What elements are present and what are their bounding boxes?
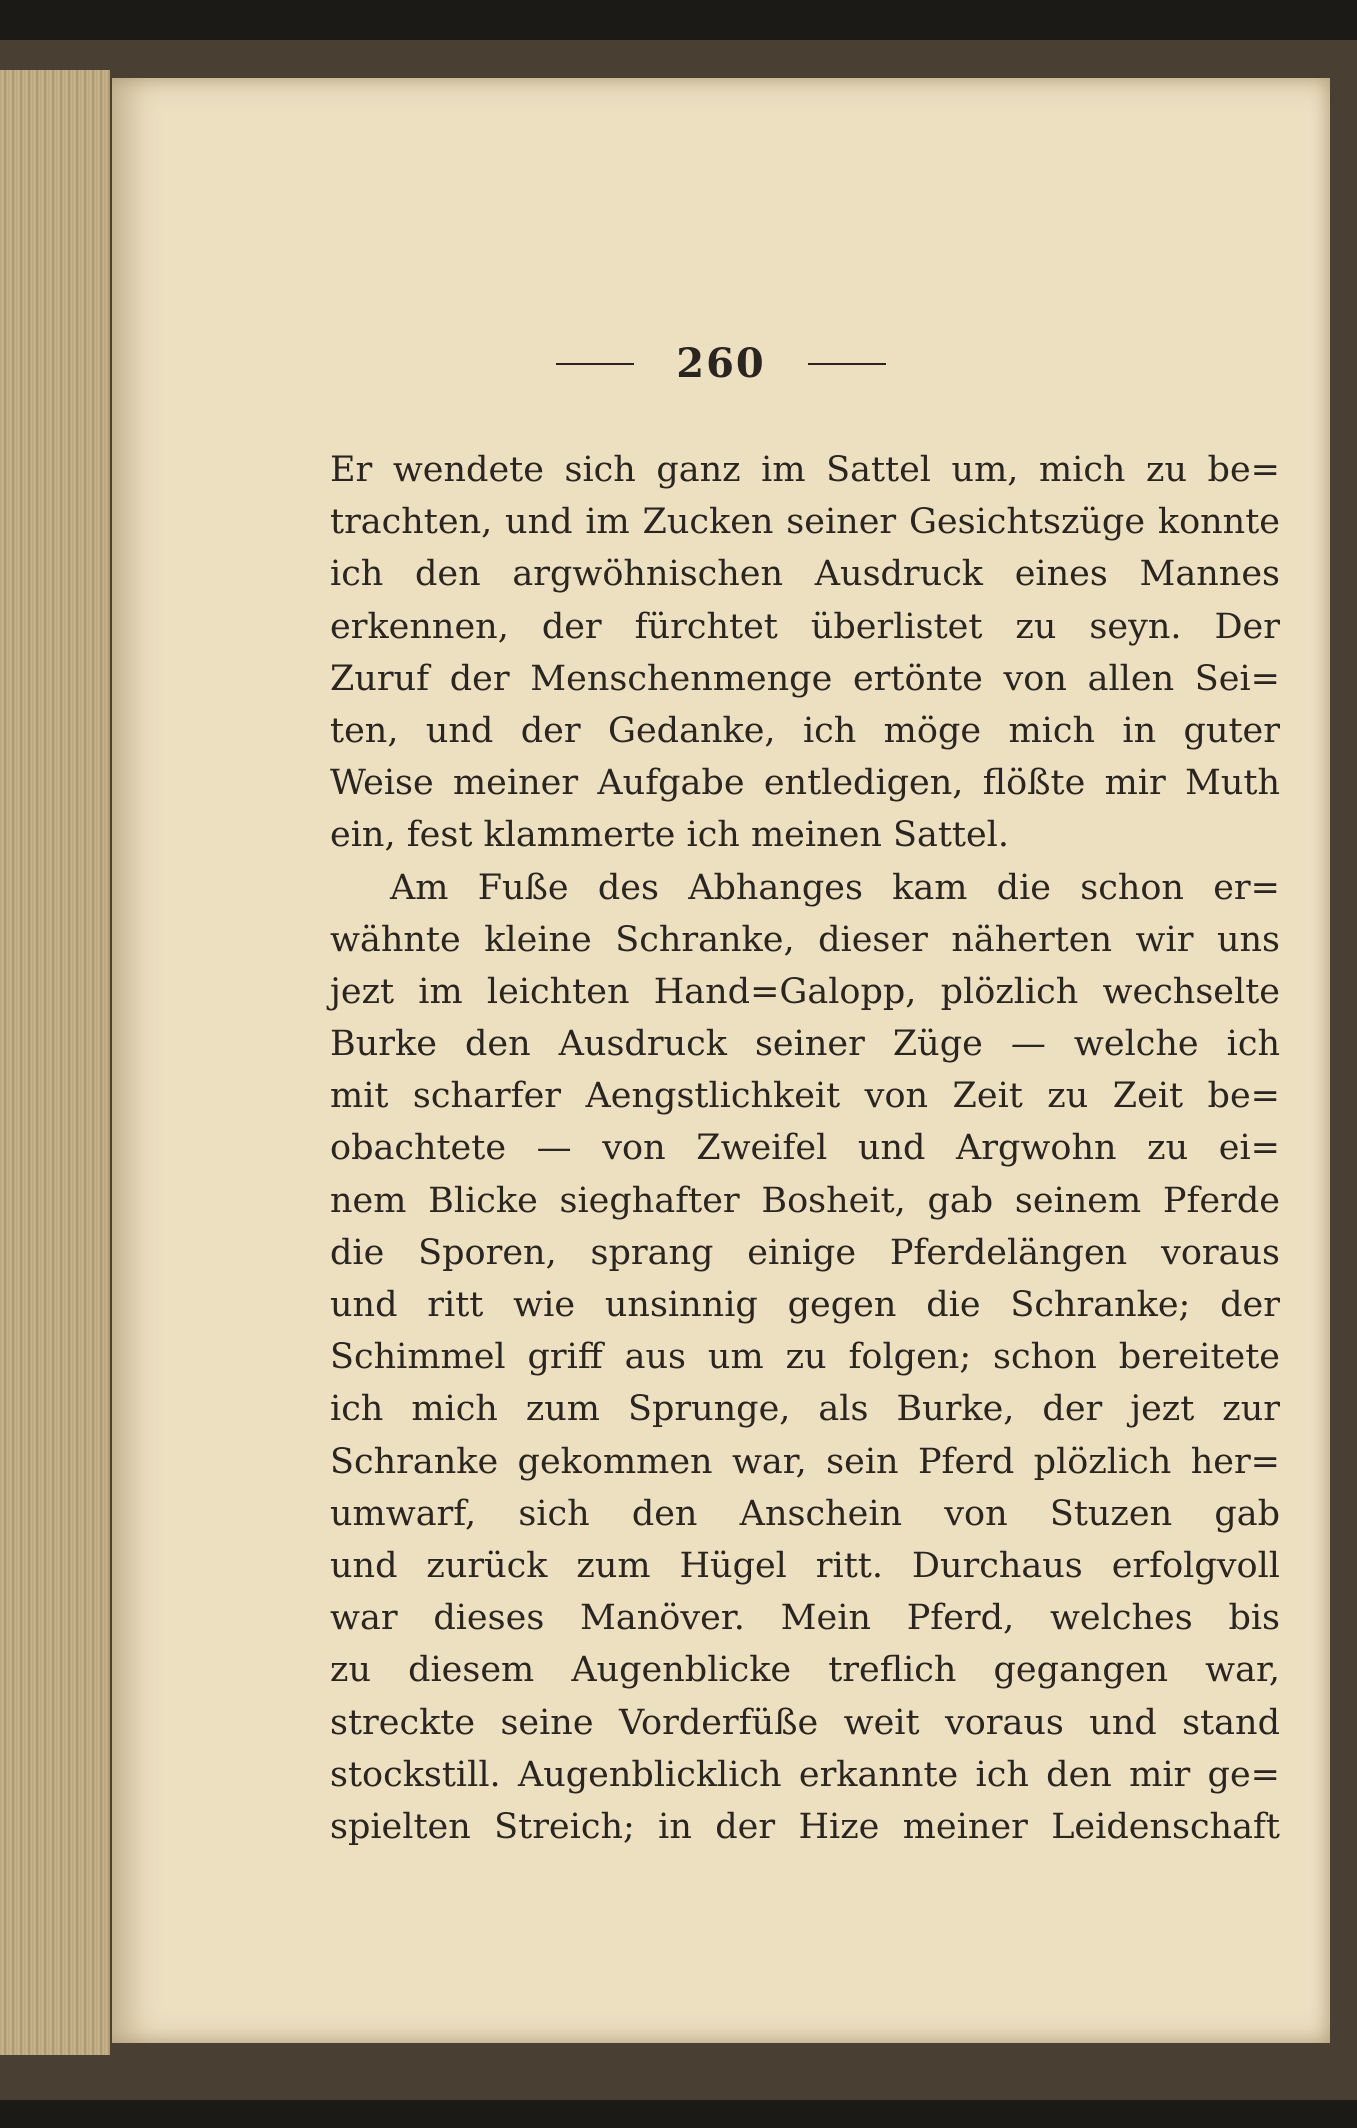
text-line: Schranke gekommen war, sein Pferd plözlich her=	[330, 1441, 1280, 1482]
text-line: und zurück zum Hügel ritt. Durchaus erfolgvoll	[330, 1545, 1280, 1586]
text-line: ich mich zum Sprunge, als Burke, der jezt zur	[330, 1389, 1280, 1430]
text-line: Er wendete sich ganz im Sattel um, mich zu be=	[330, 450, 1280, 490]
text-line: Zuruf der Menschenmenge ertönte von allen Sei=	[330, 658, 1280, 699]
text-line: und ritt wie unsinnig gegen die Schranke; der	[330, 1285, 1280, 1325]
text-line: streckte seine Vorderfüße weit voraus und stand	[330, 1702, 1280, 1743]
text-line: ein, fest klammerte ich meinen Sattel.	[330, 815, 1009, 856]
text-line: stockstill. Augenblicklich erkannte ich den mir ge=	[330, 1754, 1280, 1795]
text-line: die Sporen, sprang einige Pferdelängen voraus	[330, 1232, 1280, 1273]
page-header	[112, 340, 1330, 400]
text-line: jezt im leichten Hand=Galopp, plözlich wechselte	[330, 971, 1280, 1012]
text-line: war dieses Manöver. Mein Pferd, welches bis	[330, 1598, 1280, 1639]
text-line: spielten Streich; in der Hize meiner Leidenschaft	[330, 1806, 1280, 1847]
text-line: ten, und der Gedanke, ich möge mich in guter	[330, 710, 1280, 751]
text-line: zu diesem Augenblicke treflich gegangen war,	[330, 1650, 1280, 1691]
text-line: Weise meiner Aufgabe entledigen, flößte mir Muth	[330, 763, 1280, 804]
text-line: umwarf, sich den Anschein von Stuzen gab	[330, 1493, 1280, 1534]
text-line: mit scharfer Aengstlichkeit von Zeit zu Zeit be=	[330, 1076, 1280, 1117]
text-line: Burke den Ausdruck seiner Züge — welche ich	[330, 1024, 1280, 1065]
text-line: ich den argwöhnischen Ausdruck eines Mannes	[330, 554, 1280, 595]
page-edges	[0, 70, 110, 2055]
text-line: Schimmel griff aus um zu folgen; schon bereitete	[330, 1337, 1280, 1378]
right-dash	[808, 363, 886, 365]
text-line: erkennen, der fürchtet überlistet zu seyn. Der	[330, 606, 1280, 647]
body-text	[330, 444, 1280, 1853]
page-number: 260	[676, 340, 766, 387]
book-page	[112, 78, 1330, 2043]
text-line: wähnte kleine Schranke, dieser näherten wir uns	[330, 919, 1280, 960]
text-line: nem Blicke sieghafter Bosheit, gab seinem Pferde	[330, 1180, 1280, 1221]
left-dash	[556, 363, 634, 365]
text-line: Am Fuße des Abhanges kam die schon er=	[390, 867, 1280, 908]
text-line: trachten, und im Zucken seiner Gesichtszüge konnte	[330, 502, 1280, 543]
text-line: obachtete — von Zweifel und Argwohn zu ei=	[330, 1128, 1280, 1169]
